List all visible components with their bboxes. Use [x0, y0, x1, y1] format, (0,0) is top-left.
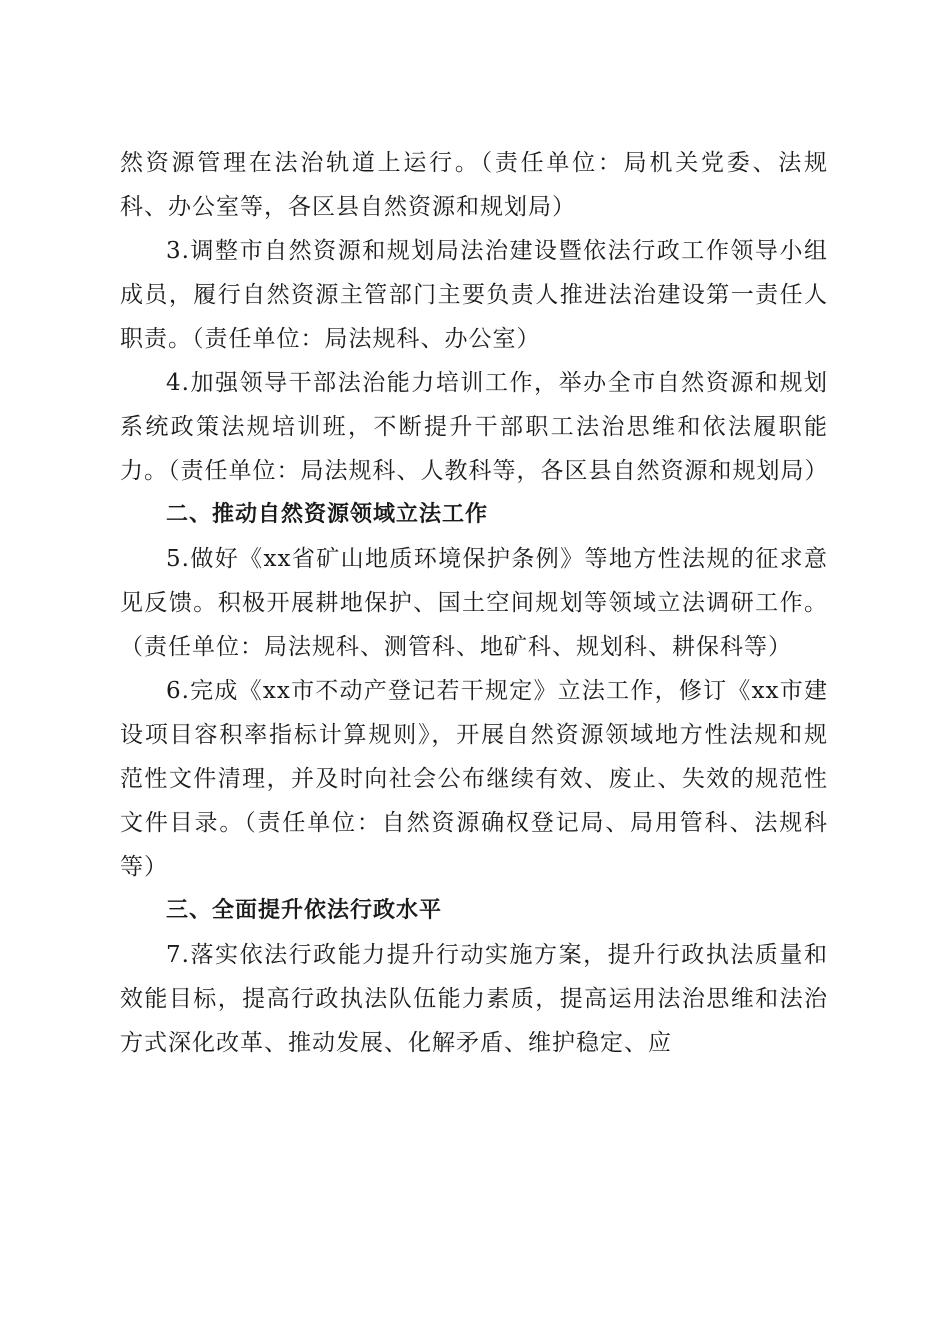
section-heading-3: 三、全面提升依法行政水平: [166, 898, 443, 923]
document-page: [120, 141, 828, 1065]
paragraph-item-4: 4.加强领导干部法治能力培训工作，举办全市自然资源和规划系统政策法规培训班，不断提升干部职工法治思维和依法履职能力。（责任单位：局法规科、人教科等，各区县自然资源和规划局）: [120, 370, 829, 484]
paragraph-item-5: 5.做好《xx省矿山地质环境保护条例》等地方性法规的征求意见反馈。积极开展耕地保护、国土空间规划等领域立法调研工作。（责任单位：局法规科、测管科、地矿科、规划科、耕保科等）: [120, 546, 828, 660]
section-heading-2: 二、推动自然资源领域立法工作: [166, 502, 489, 527]
paragraph-item-6: 6.完成《xx市不动产登记若干规定》立法工作，修订《xx市建设项目容积率指标计算规则》，开展自然资源领域地方性法规和规范性文件清理，并及时向社会公布继续有效、废止、失效的规范性文件目录。（责任单位：自然资源确权登记局、局用管科、法规科等）: [120, 678, 828, 880]
paragraph-continued: 然资源管理在法治轨道上运行。（责任单位：局机关党委、法规科、办公室等，各区县自然资源和规划局）: [120, 150, 828, 220]
paragraph-item-7: 7.落实依法行政能力提升行动实施方案，提升行政执法质量和效能目标，提高行政执法队伍能力素质，提高运用法治思维和法治方式深化改革、推动发展、化解矛盾、维护稳定、应: [120, 942, 828, 1056]
paragraph-item-3: 3.调整市自然资源和规划局法治建设暨依法行政工作领导小组成员，履行自然资源主管部门主要负责人推进法治建设第一责任人职责。（责任单位：局法规科、办公室）: [120, 238, 828, 352]
